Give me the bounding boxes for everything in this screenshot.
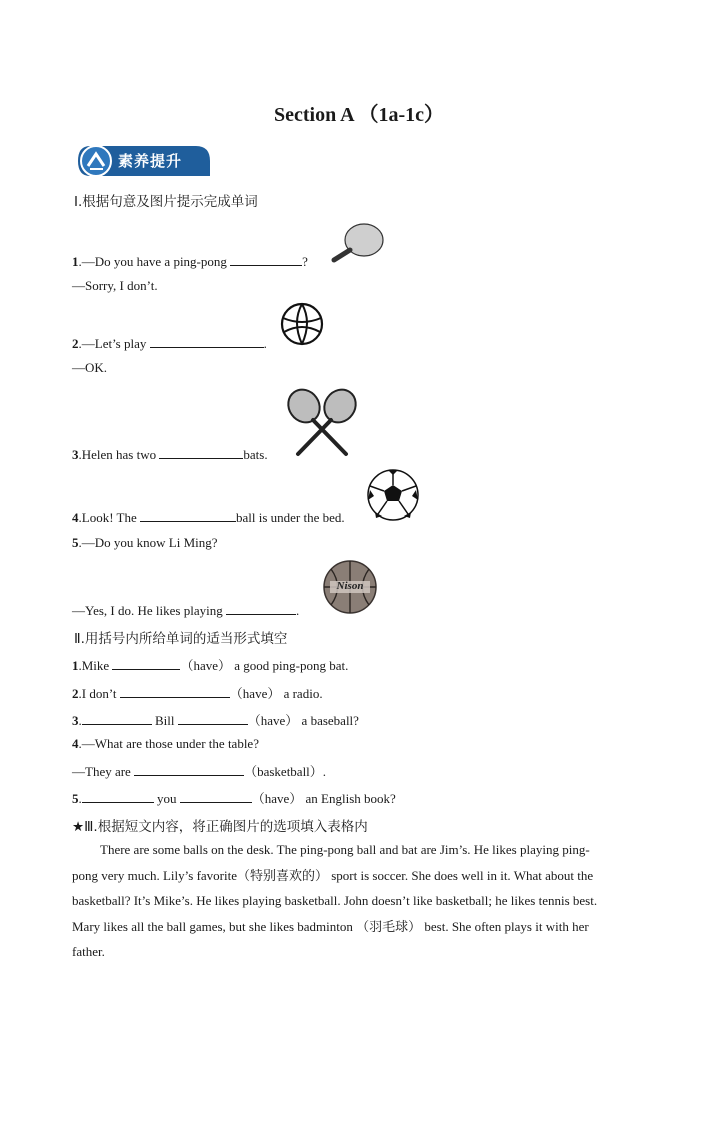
p1-q5-line: [72, 535, 218, 551]
p2-q1-text: .Mike: [78, 658, 113, 673]
p2-q2-end: （have） a radio.: [229, 686, 323, 701]
p2-q5-line: [72, 788, 396, 807]
p1-q2-text: .—Let’s play: [78, 336, 150, 351]
p1-q3-end: bats.: [243, 447, 268, 462]
p2-q3-text: Bill: [151, 713, 178, 728]
p1-q4-line: [72, 510, 345, 526]
p1-q2-number: 2: [72, 336, 79, 351]
p2-q4-line: [72, 736, 259, 752]
p2-q3-blank-1[interactable]: [82, 713, 152, 725]
reading-passage: [72, 837, 640, 965]
p1-q3-number: 3: [72, 447, 79, 462]
p1-q5-reply-end: .: [295, 603, 300, 618]
p2-q3-dot: .: [78, 713, 82, 728]
p1-q2-line: [72, 336, 267, 352]
p2-q2-text: .I don’t: [78, 686, 120, 701]
passage-line: basketball? It’s Mike’s. He likes playing basketball. John doesn’t like basketball; he likes tennis best.: [72, 893, 598, 908]
p1-q1-blank[interactable]: [230, 254, 302, 266]
p1-q5-blank[interactable]: [226, 603, 296, 615]
p1-q3-blank[interactable]: [159, 447, 243, 459]
p2-q1-end: （have） a good ping-pong bat.: [180, 658, 349, 673]
p2-q5-blank-1[interactable]: [82, 791, 154, 803]
page-title: Section A （1a-1c）: [274, 104, 444, 126]
p2-q1-line: [72, 655, 348, 674]
ping-pong-paddle-icon: [330, 222, 386, 264]
part3-heading: ★Ⅲ.根据短文内容，将正确图片的选项填入表格内: [72, 819, 368, 835]
soccer-ball-icon: [366, 468, 420, 522]
section-banner: [76, 144, 212, 178]
p2-q1-blank[interactable]: [112, 658, 180, 670]
p1-q2-end: .: [263, 336, 267, 351]
p2-q2-blank[interactable]: [120, 686, 230, 698]
p2-q5-number: 5: [72, 791, 79, 806]
p2-q2-line: [72, 683, 323, 702]
p2-q3-number: 3: [72, 713, 79, 728]
basketball-icon: [322, 559, 378, 615]
p2-q5-text: you: [153, 791, 180, 806]
p2-q3-end: （have） a baseball?: [247, 713, 359, 728]
p2-q4-reply-end: （basketball）.: [244, 764, 327, 779]
p1-q5-number: 5: [72, 535, 79, 550]
p2-q3-blank-2[interactable]: [178, 713, 248, 725]
passage-line: Mary likes all the ball games, but she likes badminton （羽毛球） best. She often plays it with her: [72, 918, 589, 934]
passage-line: There are some balls on the desk. The ping-pong ball and bat are Jim’s. He likes playing ping-: [100, 842, 590, 857]
p1-q2-blank[interactable]: [150, 336, 264, 348]
p1-q2-reply: —OK.: [72, 360, 108, 375]
p1-q3-text: .Helen has two: [78, 447, 160, 462]
p1-q1-number: 1: [72, 254, 79, 269]
p1-q5-reply: [72, 603, 299, 619]
p2-q2-number: 2: [72, 686, 79, 701]
p1-q5-reply-text: —Yes, I do. He likes playing: [72, 603, 226, 618]
volleyball-icon: [280, 302, 324, 346]
p2-q4-blank[interactable]: [134, 764, 244, 776]
tennis-rackets-icon: [284, 386, 360, 458]
p2-q5-dot: .: [78, 791, 82, 806]
p1-q4-blank[interactable]: [140, 510, 236, 522]
p1-q1-line: [72, 254, 308, 270]
p2-q5-blank-2[interactable]: [180, 791, 252, 803]
p2-q4-number: 4: [72, 736, 79, 751]
p1-q3-line: [72, 447, 268, 463]
passage-line: father.: [72, 944, 105, 959]
banner-label: 素养提升: [118, 152, 183, 170]
p1-q4-text: .Look! The: [78, 510, 140, 525]
p1-q1-reply: —Sorry, I don’t.: [72, 278, 158, 293]
p1-q4-end: ball is under the bed.: [236, 510, 345, 525]
p2-q3-line: [72, 710, 359, 729]
part1-heading: Ⅰ.根据句意及图片提示完成单词: [74, 194, 258, 210]
p1-q4-number: 4: [72, 510, 79, 525]
p2-q4-reply: [72, 761, 326, 780]
part2-heading: Ⅱ.用括号内所给单词的适当形式填空: [74, 631, 288, 647]
p1-q1-text: .—Do you have a ping-pong: [78, 254, 231, 269]
p2-q1-number: 1: [72, 658, 79, 673]
p2-q5-end: （have） an English book?: [251, 791, 396, 806]
p1-q1-end: ?: [302, 254, 308, 269]
basketball-brand-logo: Nison: [336, 580, 364, 592]
passage-line: pong very much. Lily’s favorite（特别喜欢的） sport is soccer. She does well in it. What about the: [72, 867, 594, 883]
p1-q5-text: .—Do you know Li Ming?: [78, 535, 218, 550]
p2-q4-reply-text: —They are: [72, 764, 135, 779]
p2-q4-text: .—What are those under the table?: [78, 736, 259, 751]
